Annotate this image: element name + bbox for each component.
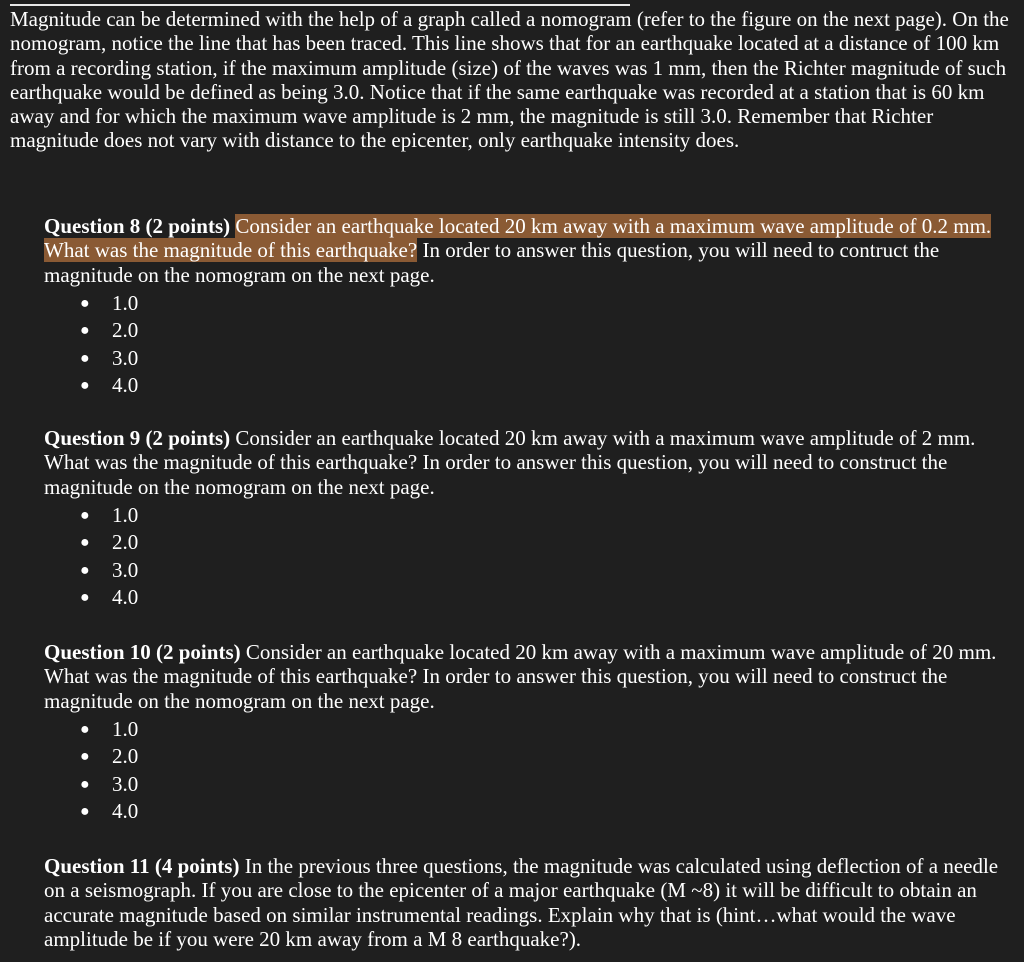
question-9-body: Consider an earthquake located 20 km away with a maximum wave amplitude of 2 mm. What was the magnitude of this earthquake? In order to answer this question, you will need to construct the magnitude on the nomogram on the next page. [44,426,976,499]
bullet-icon: ● [80,534,90,552]
bullet-icon: ● [80,720,90,738]
option-label: 1.0 [112,290,139,315]
option-item[interactable] [44,798,1004,826]
bullet-icon: ● [80,589,90,607]
bullet-icon: ● [80,506,90,524]
option-label: 2.0 [112,318,139,343]
bullet-icon: ● [80,322,90,340]
option-item[interactable] [44,372,1004,400]
question-10 [44,640,1004,826]
option-label: 4.0 [112,373,139,398]
option-item[interactable] [44,502,1004,530]
option-item[interactable] [44,290,1004,318]
question-11-title: Question 11 (4 points) [44,854,240,878]
question-8-options [44,290,1004,400]
bullet-icon: ● [80,349,90,367]
bullet-icon: ● [80,561,90,579]
option-item[interactable] [44,317,1004,345]
question-8-body: In order to answer this question, you will need to contruct the magnitude on the nomogram on the next page. [44,238,940,287]
option-item[interactable] [44,743,1004,771]
option-label: 3.0 [112,345,139,370]
bullet-icon: ● [80,377,90,395]
option-label: 1.0 [112,502,139,527]
question-11 [44,854,1004,951]
intro-paragraph: Magnitude can be determined with the help of a graph called a nomogram (refer to the figure on the next page). On the nomogram, notice the line that has been traced. This line shows that for an earthquake located at a distance of 100 km from a recording station, if the maximum amplitude (size) of the waves was 1 mm, then the Richter magnitude of such earthquake would be defined as being 3.0. Notice that if the same earthquake was recorded at a station that is 60 km away and for which the maximum wave amplitude is 2 mm, the magnitude is still 3.0. Remember that Richter magnitude does not vary with distance to the epicenter, only earthquake intensity does. [10,7,1009,153]
option-item[interactable] [44,584,1004,612]
bullet-icon: ● [80,803,90,821]
cut-off-heading-line [10,0,630,6]
question-10-text [44,640,1004,713]
option-label: 3.0 [112,771,139,796]
question-9-options [44,502,1004,612]
bullet-icon: ● [80,294,90,312]
question-8-title: Question 8 (2 points) [44,214,231,238]
question-11-text [44,854,1004,951]
option-item[interactable] [44,771,1004,799]
option-item[interactable] [44,345,1004,373]
question-10-body: Consider an earthquake located 20 km away with a maximum wave amplitude of 20 mm. What was the magnitude of this earthquake? In order to answer this question, you will need to construct the magnitude on the nomogram on the next page. [44,640,997,713]
question-9 [44,426,1004,612]
bullet-icon: ● [80,748,90,766]
option-label: 4.0 [112,585,139,610]
question-11-body: In the previous three questions, the magnitude was calculated using deflection of a needle on a seismograph. If you are close to the epicenter of a major earthquake (M ~8) it will be difficult to obtain an accurate magnitude based on similar instrumental readings. Explain why that is (hint…what would the wave amplitude be if you were 20 km away from a M 8 earthquake?). [44,854,999,951]
option-label: 3.0 [112,557,139,582]
question-9-title: Question 9 (2 points) [44,426,231,450]
option-item[interactable] [44,716,1004,744]
option-item[interactable] [44,529,1004,557]
option-item[interactable] [44,557,1004,585]
question-8-text [44,214,1004,287]
option-label: 2.0 [112,744,139,769]
bullet-icon: ● [80,775,90,793]
question-8-highlighted-text[interactable]: Consider an earthquake located 20 km away with a maximum wave amplitude of 0.2 mm. What was the magnitude of this earthquake? [44,214,992,263]
question-10-options [44,716,1004,826]
question-8 [44,214,1004,400]
question-9-text [44,426,1004,499]
question-10-title: Question 10 (2 points) [44,640,241,664]
option-label: 2.0 [112,530,139,555]
option-label: 4.0 [112,799,139,824]
option-label: 1.0 [112,716,139,741]
